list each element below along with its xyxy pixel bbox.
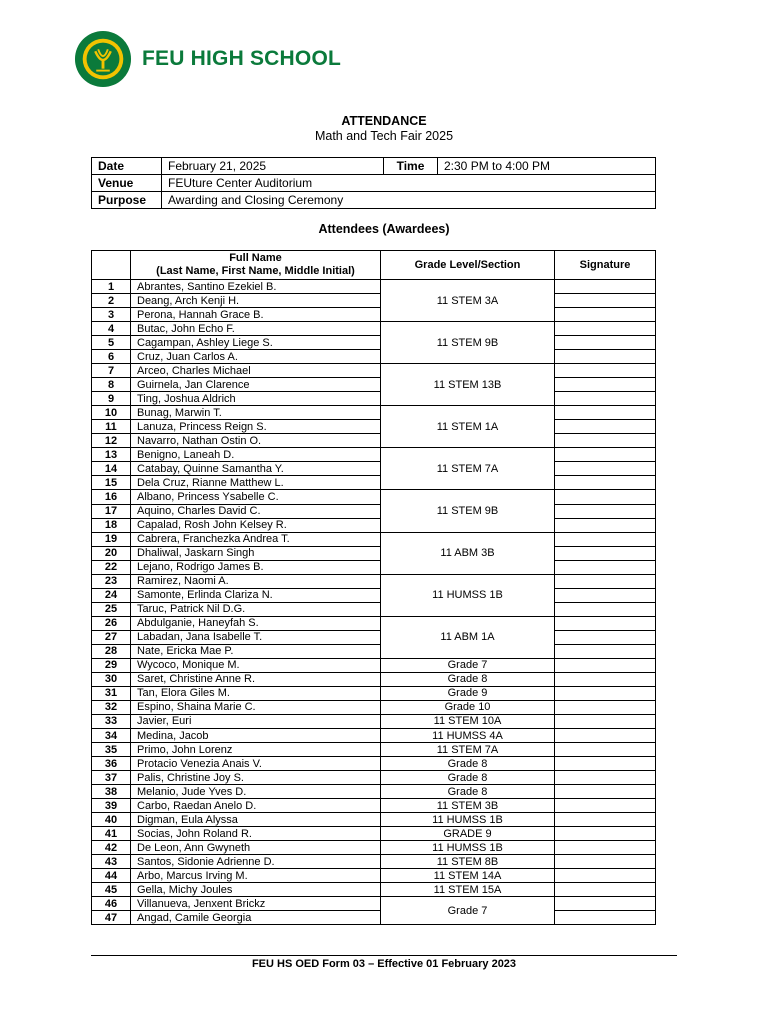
attendee-name: Protacio Venezia Anais V. xyxy=(131,757,381,771)
table-row xyxy=(92,532,656,546)
row-number: 14 xyxy=(92,462,131,476)
signature-cell[interactable] xyxy=(555,406,656,420)
document-title: ATTENDANCE xyxy=(341,114,427,128)
signature-cell[interactable] xyxy=(555,616,656,630)
attendee-name: Primo, John Lorenz xyxy=(131,743,381,757)
signature-cell[interactable] xyxy=(555,869,656,883)
table-row xyxy=(92,799,656,813)
table-row xyxy=(92,897,656,911)
venue-value: FEUture Center Auditorium xyxy=(162,175,656,192)
attendance-table xyxy=(91,250,656,925)
row-number: 36 xyxy=(92,757,131,771)
signature-cell[interactable] xyxy=(555,700,656,714)
grade-section: 11 STEM 13B xyxy=(381,364,555,406)
attendee-name: Samonte, Erlinda Clariza N. xyxy=(131,588,381,602)
attendee-name: Carbo, Raedan Anelo D. xyxy=(131,799,381,813)
row-number: 16 xyxy=(92,490,131,504)
attendee-name: Saret, Christine Anne R. xyxy=(131,672,381,686)
purpose-row xyxy=(92,192,656,209)
row-number: 10 xyxy=(92,406,131,420)
attendee-name: Arceo, Charles Michael xyxy=(131,364,381,378)
signature-cell[interactable] xyxy=(555,658,656,672)
signature-cell[interactable] xyxy=(555,392,656,406)
attendee-name: Santos, Sidonie Adrienne D. xyxy=(131,855,381,869)
page-header xyxy=(74,30,341,88)
signature-cell[interactable] xyxy=(555,897,656,911)
table-row xyxy=(92,911,656,925)
table-row xyxy=(92,644,656,658)
table-row xyxy=(92,855,656,869)
attendee-name: Espino, Shaina Marie C. xyxy=(131,700,381,714)
row-number: 25 xyxy=(92,602,131,616)
attendee-name: Capalad, Rosh John Kelsey R. xyxy=(131,518,381,532)
signature-cell[interactable] xyxy=(555,672,656,686)
table-row xyxy=(92,714,656,728)
signature-cell[interactable] xyxy=(555,841,656,855)
signature-cell[interactable] xyxy=(555,785,656,799)
row-number: 26 xyxy=(92,616,131,630)
grade-section: Grade 10 xyxy=(381,700,555,714)
grade-section: 11 STEM 14A xyxy=(381,869,555,883)
table-row xyxy=(92,813,656,827)
table-row xyxy=(92,392,656,406)
form-footer: FEU HS OED Form 03 – Effective 01 February 2023 xyxy=(251,958,517,970)
purpose-value: Awarding and Closing Ceremony xyxy=(162,192,656,209)
grade-section: GRADE 9 xyxy=(381,827,555,841)
signature-cell[interactable] xyxy=(555,799,656,813)
table-row xyxy=(92,434,656,448)
attendee-name: Abrantes, Santino Ezekiel B. xyxy=(131,280,381,294)
row-number: 31 xyxy=(92,686,131,700)
number-header xyxy=(92,251,131,280)
venue-row xyxy=(92,175,656,192)
signature-cell[interactable] xyxy=(555,364,656,378)
attendee-name: Nate, Ericka Mae P. xyxy=(131,644,381,658)
row-number: 18 xyxy=(92,518,131,532)
table-row xyxy=(92,322,656,336)
table-row xyxy=(92,476,656,490)
signature-cell[interactable] xyxy=(555,602,656,616)
grade-section: 11 STEM 3B xyxy=(381,799,555,813)
row-number: 42 xyxy=(92,841,131,855)
attendance-header-row xyxy=(92,251,656,280)
attendee-name: Guirnela, Jan Clarence xyxy=(131,378,381,392)
attendee-name: Cruz, Juan Carlos A. xyxy=(131,350,381,364)
grade-section: 11 STEM 9B xyxy=(381,322,555,364)
grade-section: 11 STEM 15A xyxy=(381,883,555,897)
attendee-name: Catabay, Quinne Samantha Y. xyxy=(131,462,381,476)
signature-cell[interactable] xyxy=(555,574,656,588)
signature-cell[interactable] xyxy=(555,532,656,546)
row-number: 32 xyxy=(92,700,131,714)
time-label: Time xyxy=(384,158,438,175)
attendee-name: Angad, Camile Georgia xyxy=(131,911,381,925)
grade-section: Grade 8 xyxy=(381,785,555,799)
full-name-header-line1: Full Name xyxy=(229,252,282,264)
attendee-name: Ting, Joshua Aldrich xyxy=(131,392,381,406)
signature-cell[interactable] xyxy=(555,588,656,602)
signature-cell[interactable] xyxy=(555,294,656,308)
attendance-rows xyxy=(92,280,656,925)
table-row xyxy=(92,294,656,308)
time-value: 2:30 PM to 4:00 PM xyxy=(438,158,656,175)
signature-cell[interactable] xyxy=(555,504,656,518)
attendee-name: Dhaliwal, Jaskarn Singh xyxy=(131,546,381,560)
row-number: 3 xyxy=(92,308,131,322)
signature-cell[interactable] xyxy=(555,350,656,364)
row-number: 47 xyxy=(92,911,131,925)
attendee-name: Socias, John Roland R. xyxy=(131,827,381,841)
venue-label: Venue xyxy=(92,175,162,192)
row-number: 17 xyxy=(92,504,131,518)
signature-cell[interactable] xyxy=(555,644,656,658)
grade-section: 11 ABM 1A xyxy=(381,616,555,658)
row-number: 41 xyxy=(92,827,131,841)
table-row xyxy=(92,616,656,630)
table-row xyxy=(92,280,656,294)
table-row xyxy=(92,462,656,476)
attendee-name: Navarro, Nathan Ostin O. xyxy=(131,434,381,448)
row-number: 12 xyxy=(92,434,131,448)
attendee-name: Gella, Michy Joules xyxy=(131,883,381,897)
attendee-name: Butac, John Echo F. xyxy=(131,322,381,336)
grade-section: Grade 7 xyxy=(381,658,555,672)
grade-section: 11 HUMSS 1B xyxy=(381,813,555,827)
table-row xyxy=(92,574,656,588)
grade-section: 11 STEM 10A xyxy=(381,714,555,728)
grade-section: 11 STEM 8B xyxy=(381,855,555,869)
signature-header: Signature xyxy=(555,251,656,280)
row-number: 22 xyxy=(92,560,131,574)
attendee-name: Digman, Eula Alyssa xyxy=(131,813,381,827)
row-number: 35 xyxy=(92,743,131,757)
grade-section: Grade 9 xyxy=(381,686,555,700)
signature-cell[interactable] xyxy=(555,911,656,925)
signature-cell[interactable] xyxy=(555,280,656,294)
row-number: 20 xyxy=(92,546,131,560)
row-number: 45 xyxy=(92,883,131,897)
row-number: 40 xyxy=(92,813,131,827)
row-number: 43 xyxy=(92,855,131,869)
table-row xyxy=(92,420,656,434)
table-row xyxy=(92,378,656,392)
row-number: 19 xyxy=(92,532,131,546)
attendee-name: Abdulganie, Haneyfah S. xyxy=(131,616,381,630)
row-number: 9 xyxy=(92,392,131,406)
signature-cell[interactable] xyxy=(555,518,656,532)
table-row xyxy=(92,602,656,616)
grade-header: Grade Level/Section xyxy=(381,251,555,280)
date-label: Date xyxy=(92,158,162,175)
grade-section: Grade 8 xyxy=(381,771,555,785)
signature-cell[interactable] xyxy=(555,420,656,434)
row-number: 24 xyxy=(92,588,131,602)
row-number: 37 xyxy=(92,771,131,785)
grade-section: 11 HUMSS 1B xyxy=(381,841,555,855)
attendee-name: Benigno, Laneah D. xyxy=(131,448,381,462)
table-row xyxy=(92,560,656,574)
table-row xyxy=(92,658,656,672)
signature-cell[interactable] xyxy=(555,434,656,448)
date-value: February 21, 2025 xyxy=(162,158,384,175)
school-seal-logo xyxy=(74,30,132,88)
table-row xyxy=(92,336,656,350)
grade-section: 11 HUMSS 1B xyxy=(381,574,555,616)
table-row xyxy=(92,546,656,560)
grade-section: 11 ABM 3B xyxy=(381,532,555,574)
signature-cell[interactable] xyxy=(555,827,656,841)
attendee-name: Lanuza, Princess Reign S. xyxy=(131,420,381,434)
attendees-title: Attendees (Awardees) xyxy=(318,222,450,236)
row-number: 44 xyxy=(92,869,131,883)
row-number: 7 xyxy=(92,364,131,378)
signature-cell[interactable] xyxy=(555,630,656,644)
table-row xyxy=(92,504,656,518)
school-name: FEU HIGH SCHOOL xyxy=(142,47,342,70)
grade-section: 11 STEM 3A xyxy=(381,280,555,322)
row-number: 2 xyxy=(92,294,131,308)
table-row xyxy=(92,406,656,420)
row-number: 33 xyxy=(92,714,131,728)
full-name-header xyxy=(131,251,381,280)
attendee-name: Perona, Hannah Grace B. xyxy=(131,308,381,322)
attendee-name: Aquino, Charles David C. xyxy=(131,504,381,518)
table-row xyxy=(92,588,656,602)
attendee-name: Medina, Jacob xyxy=(131,729,381,743)
attendee-name: Dela Cruz, Rianne Matthew L. xyxy=(131,476,381,490)
row-number: 15 xyxy=(92,476,131,490)
signature-cell[interactable] xyxy=(555,771,656,785)
row-number: 4 xyxy=(92,322,131,336)
signature-cell[interactable] xyxy=(555,336,656,350)
grade-section: 11 STEM 1A xyxy=(381,406,555,448)
attendee-name: Tan, Elora Giles M. xyxy=(131,686,381,700)
table-row xyxy=(92,841,656,855)
signature-cell[interactable] xyxy=(555,813,656,827)
full-name-header-line2: (Last Name, First Name, Middle Initial) xyxy=(156,265,355,277)
row-number: 6 xyxy=(92,350,131,364)
grade-section: Grade 8 xyxy=(381,672,555,686)
table-row xyxy=(92,448,656,462)
grade-section: 11 STEM 7A xyxy=(381,448,555,490)
signature-cell[interactable] xyxy=(555,378,656,392)
row-number: 13 xyxy=(92,448,131,462)
attendee-name: Ramirez, Naomi A. xyxy=(131,574,381,588)
table-row xyxy=(92,883,656,897)
table-row xyxy=(92,785,656,799)
signature-cell[interactable] xyxy=(555,757,656,771)
signature-cell[interactable] xyxy=(555,560,656,574)
row-number: 46 xyxy=(92,897,131,911)
row-number: 38 xyxy=(92,785,131,799)
table-row xyxy=(92,518,656,532)
attendee-name: Albano, Princess Ysabelle C. xyxy=(131,490,381,504)
row-number: 34 xyxy=(92,729,131,743)
table-row xyxy=(92,700,656,714)
row-number: 30 xyxy=(92,672,131,686)
document-subtitle: Math and Tech Fair 2025 xyxy=(314,129,454,143)
signature-cell[interactable] xyxy=(555,883,656,897)
row-number: 29 xyxy=(92,658,131,672)
table-row xyxy=(92,743,656,757)
table-row xyxy=(92,490,656,504)
attendee-name: Villanueva, Jenxent Brickz xyxy=(131,897,381,911)
row-number: 28 xyxy=(92,644,131,658)
event-info-table xyxy=(91,157,656,209)
attendee-name: Lejano, Rodrigo James B. xyxy=(131,560,381,574)
table-row xyxy=(92,630,656,644)
attendee-name: Wycoco, Monique M. xyxy=(131,658,381,672)
attendee-name: De Leon, Ann Gwyneth xyxy=(131,841,381,855)
signature-cell[interactable] xyxy=(555,448,656,462)
table-row xyxy=(92,364,656,378)
grade-section: Grade 7 xyxy=(381,897,555,925)
signature-cell[interactable] xyxy=(555,855,656,869)
attendee-name: Palis, Christine Joy S. xyxy=(131,771,381,785)
purpose-label: Purpose xyxy=(92,192,162,209)
signature-cell[interactable] xyxy=(555,476,656,490)
attendee-name: Deang, Arch Kenji H. xyxy=(131,294,381,308)
date-row xyxy=(92,158,656,175)
signature-cell[interactable] xyxy=(555,308,656,322)
attendee-name: Cabrera, Franchezka Andrea T. xyxy=(131,532,381,546)
signature-cell[interactable] xyxy=(555,462,656,476)
table-row xyxy=(92,729,656,743)
attendee-name: Javier, Euri xyxy=(131,714,381,728)
row-number: 11 xyxy=(92,420,131,434)
grade-section: Grade 8 xyxy=(381,757,555,771)
grade-section: 11 HUMSS 4A xyxy=(381,729,555,743)
table-row xyxy=(92,350,656,364)
signature-cell[interactable] xyxy=(555,714,656,728)
grade-section: 11 STEM 9B xyxy=(381,490,555,532)
row-number: 1 xyxy=(92,280,131,294)
table-row xyxy=(92,308,656,322)
attendee-name: Arbo, Marcus Irving M. xyxy=(131,869,381,883)
signature-cell[interactable] xyxy=(555,490,656,504)
attendee-name: Melanio, Jude Yves D. xyxy=(131,785,381,799)
table-row xyxy=(92,771,656,785)
table-row xyxy=(92,827,656,841)
table-row xyxy=(92,869,656,883)
attendee-name: Bunag, Marwin T. xyxy=(131,406,381,420)
grade-section: 11 STEM 7A xyxy=(381,743,555,757)
row-number: 27 xyxy=(92,630,131,644)
row-number: 23 xyxy=(92,574,131,588)
attendee-name: Cagampan, Ashley Liege S. xyxy=(131,336,381,350)
table-row xyxy=(92,757,656,771)
signature-cell[interactable] xyxy=(555,322,656,336)
table-row xyxy=(92,686,656,700)
signature-cell[interactable] xyxy=(555,686,656,700)
row-number: 39 xyxy=(92,799,131,813)
signature-cell[interactable] xyxy=(555,743,656,757)
signature-cell[interactable] xyxy=(555,546,656,560)
attendee-name: Labadan, Jana Isabelle T. xyxy=(131,630,381,644)
attendee-name: Taruc, Patrick Nil D.G. xyxy=(131,602,381,616)
footer-divider xyxy=(91,955,677,956)
signature-cell[interactable] xyxy=(555,729,656,743)
row-number: 8 xyxy=(92,378,131,392)
table-row xyxy=(92,672,656,686)
row-number: 5 xyxy=(92,336,131,350)
